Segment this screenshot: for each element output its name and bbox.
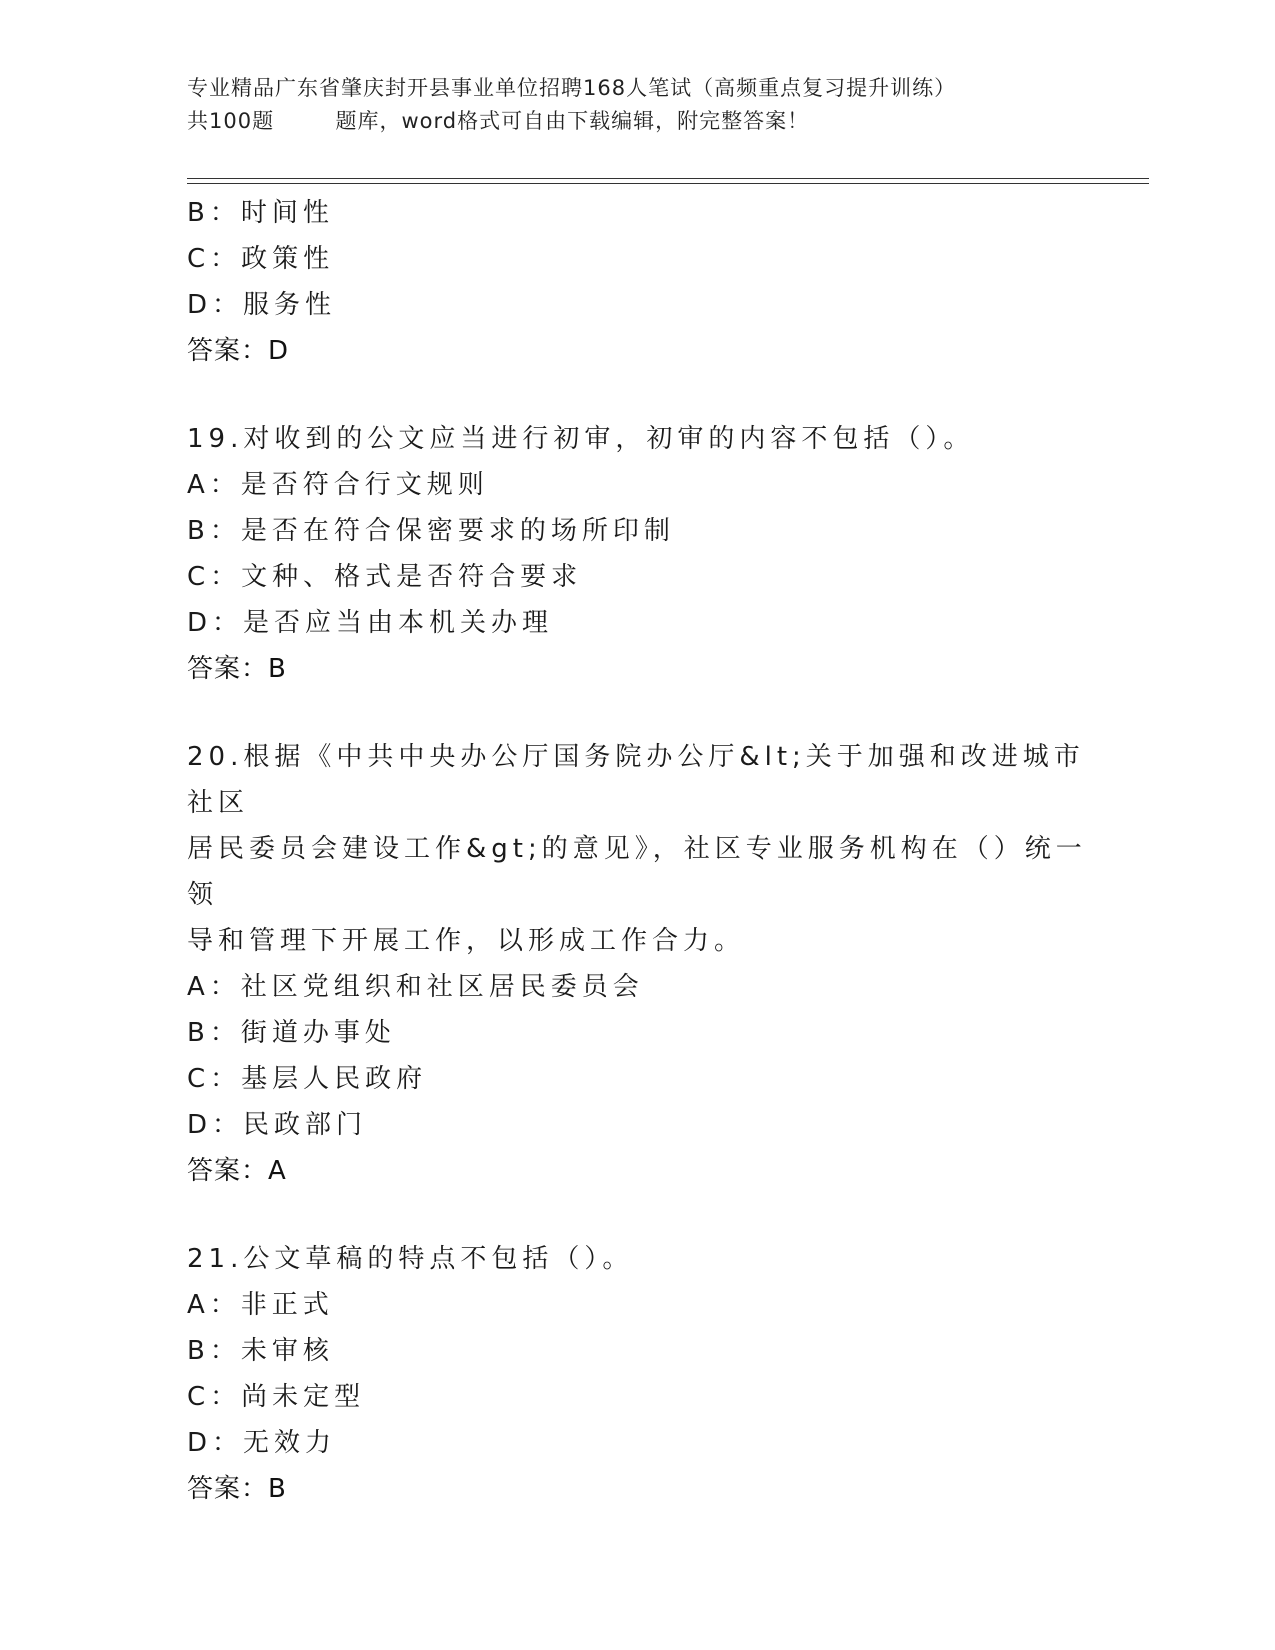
option-d: D：是否应当由本机关办理	[187, 608, 554, 638]
document-header	[187, 72, 1087, 138]
option-c: C：基层人民政府	[187, 1064, 428, 1094]
question-stem: 21.公文草稿的特点不包括（）。	[187, 1244, 634, 1274]
option-a: A：非正式	[187, 1290, 334, 1320]
option-b: B：未审核	[187, 1336, 334, 1366]
question-list	[187, 190, 1087, 1512]
header-title-line-2: 共100题 题库，word格式可自由下载编辑，附完整答案！	[187, 109, 810, 133]
answer-line: 答案：B	[187, 1474, 287, 1504]
answer-line: 答案：A	[187, 1156, 287, 1186]
answer-line: 答案：B	[187, 654, 287, 684]
option-c: C：文种、格式是否符合要求	[187, 562, 583, 592]
option-a: A：是否符合行文规则	[187, 470, 489, 500]
option-c: C：尚未定型	[187, 1382, 366, 1412]
question-stem-line-1: 20.根据《中共中央办公厅国务院办公厅&lt;关于加强和改进城市社区	[187, 742, 1085, 818]
option-d: D：服务性	[187, 290, 337, 320]
header-divider-top	[187, 178, 1149, 179]
question-19	[187, 416, 1087, 692]
question-stem: 19.对收到的公文应当进行初审，初审的内容不包括（）。	[187, 424, 975, 454]
header-divider-bottom	[187, 183, 1149, 184]
answer-line: 答案：D	[187, 336, 290, 366]
option-b: B：街道办事处	[187, 1018, 396, 1048]
question-21	[187, 1236, 1087, 1512]
option-a: A：社区党组织和社区居民委员会	[187, 972, 644, 1002]
question-stem-line-3: 导和管理下开展工作，以形成工作合力。	[187, 926, 746, 956]
header-title-line-1: 专业精品广东省肇庆封开县事业单位招聘168人笔试（高频重点复习提升训练）	[187, 76, 957, 100]
option-d: D：无效力	[187, 1428, 337, 1458]
option-c: C：政策性	[187, 244, 335, 274]
option-d: D：民政部门	[187, 1110, 368, 1140]
option-b: B：时间性	[187, 198, 334, 228]
question-18-continued	[187, 190, 1087, 374]
option-b: B：是否在符合保密要求的场所印制	[187, 516, 675, 546]
question-stem-line-2: 居民委员会建设工作&gt;的意见》，社区专业服务机构在（）统一领	[187, 834, 1087, 910]
question-20	[187, 734, 1087, 1194]
